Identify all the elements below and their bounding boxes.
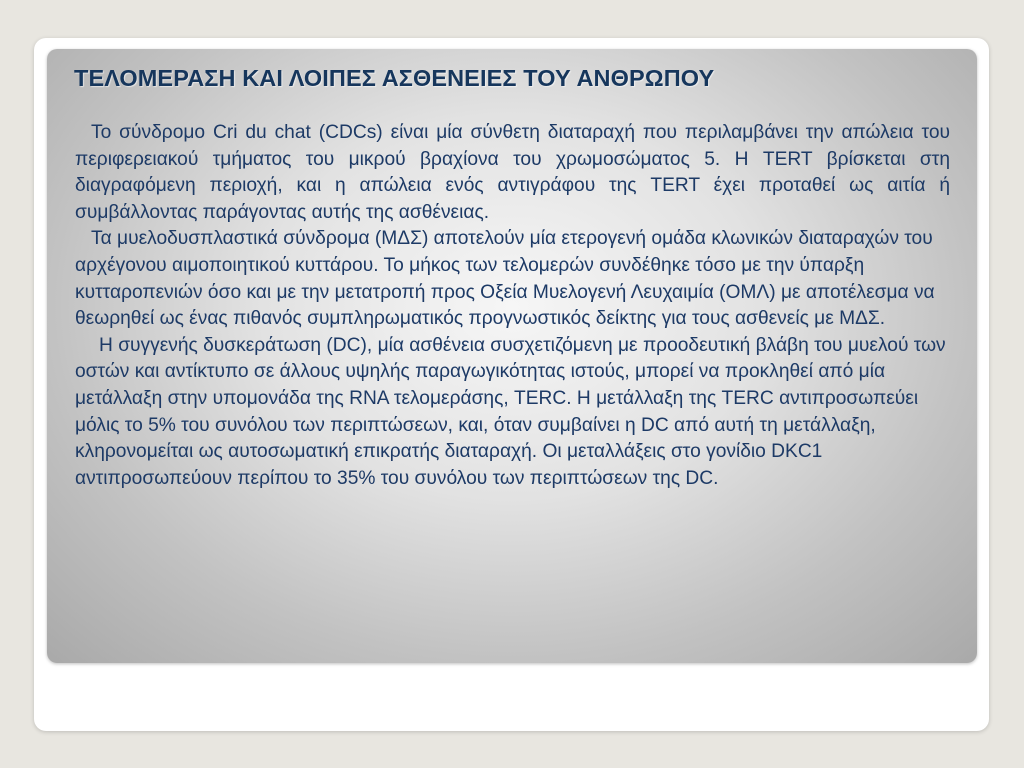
slide-title: ΤΕΛΟΜΕΡΑΣΗ ΚΑΙ ΛΟΙΠΕΣ ΑΣΘΕΝΕΙΕΣ ΤΟΥ ΑΝΘΡΩΠΟΥ	[74, 65, 715, 91]
paragraph-cri-du-chat: Το σύνδρομο Cri du chat (CDCs) είναι μία σύνθετη διαταραχή που περιλαμβάνει την απώλεια του περιφερειακού τμήματος του μικρού βραχίονα του χρωμοσώματος 5. Η TERT βρίσκεται στη διαγραφόμενη περιοχή, και η απώλεια ενός αντιγράφου της TERT έχει προταθεί ως αιτία ή συμβάλλοντας παράγοντας αυτής της ασθένειας.	[75, 122, 950, 223]
slide-body	[75, 120, 950, 492]
paragraph-mds: Τα μυελοδυσπλαστικά σύνδρομα (ΜΔΣ) αποτελούν μία ετερογενή ομάδα κλωνικών διαταραχών του αρχέγονου αιμοποιητικού κυττάρου. Το μήκος των τελομερών συνδέθηκε τόσο με την ύπαρξη κυτταροπενιών όσο και με την μετατροπή προς Οξεία Μυελογενή Λευχαιμία (ΟΜΛ) με αποτέλεσμα να θεωρηθεί ως ένας πιθανός συμπληρωματικός προγνωστικός δείκτης για τους ασθενείς με ΜΔΣ.	[75, 228, 935, 330]
paragraph-dyskeratosis: Η συγγενής δυσκεράτωση (DC), μία ασθένεια συσχετιζόμενη με προοδευτική βλάβη του μυελού των οστών και αντίκτυπο σε άλλους υψηλής παραγωγικότητας ιστούς, μπορεί να προκληθεί από μία μετάλλαξη στην υπομονάδα της RNA τελομεράσης, TERC. Η μετάλλαξη της TERC αντιπροσωπεύει μόλις το 5% του συνόλου των περιπτώσεων, και, όταν συμβαίνει η DC από αυτή τη μετάλλαξη, κληρονομείται ως αυτοσωματική επικρατής διαταραχή. Οι μεταλλάξεις στο γονίδιο DKC1 αντιπροσωπεύουν περίπου το 35% του συνόλου των περιπτώσεων της DC.	[75, 334, 946, 489]
